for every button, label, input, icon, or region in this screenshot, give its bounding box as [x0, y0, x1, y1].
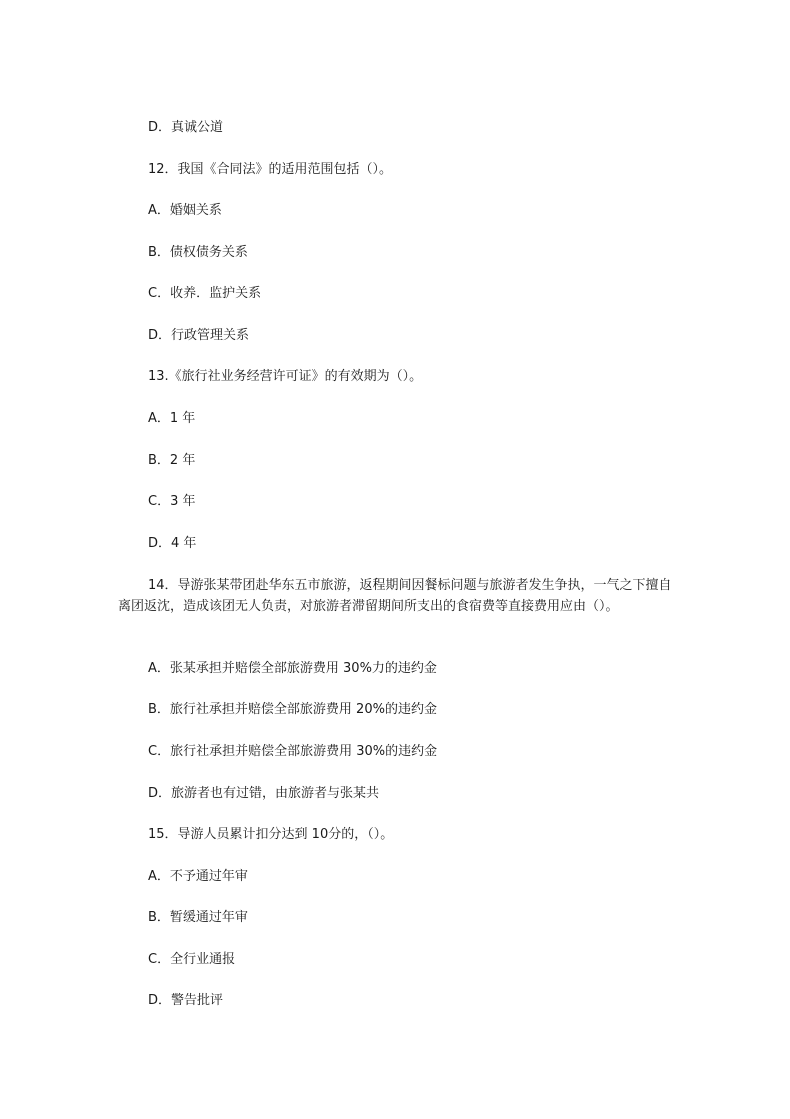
q15-option-d: D．警告批评	[148, 993, 224, 1008]
q15-option-a: A．不予通过年审	[148, 869, 248, 884]
q15-option-c: C．全行业通报	[148, 952, 236, 967]
q14-option-c: C．旅行社承担并赔偿全部旅游费用 30%的违约金	[148, 744, 438, 759]
q14-question: 14．导游张某带团赴华东五市旅游，返程期间因餐标问题与旅游者发生争执，一气之下擅自离团返沈，造成该团无人负责，对旅游者滞留期间所支出的食宿费等直接费用应由（）。	[118, 578, 672, 614]
q11-option-d: D．真诚公道	[148, 120, 224, 135]
q12-option-c: C．收养．监护关系	[148, 286, 262, 301]
q13-option-a: A．1 年	[148, 411, 196, 426]
q12-question: 12．我国《合同法》的适用范围包括（）。	[148, 162, 393, 177]
q13-option-d: D．4 年	[148, 536, 197, 551]
q13-option-c: C．3 年	[148, 494, 196, 509]
q14-option-a: A．张某承担并赔偿全部旅游费用 30%力的违约金	[148, 661, 437, 676]
q12-option-b: B．债权债务关系	[148, 245, 248, 260]
q14-option-b: B．旅行社承担并赔偿全部旅游费用 20%的违约金	[148, 702, 437, 717]
q12-option-a: A．婚姻关系	[148, 203, 222, 218]
q14-option-d: D．旅游者也有过错，由旅游者与张某共	[148, 786, 380, 801]
q12-option-d: D．行政管理关系	[148, 328, 250, 343]
q13-option-b: B．2 年	[148, 453, 196, 468]
q13-question: 13.《旅行社业务经营许可证》的有效期为（）。	[148, 369, 423, 384]
q15-question: 15．导游人员累计扣分达到 10分的，（）。	[148, 827, 394, 842]
q15-option-b: B．暂缓通过年审	[148, 910, 248, 925]
